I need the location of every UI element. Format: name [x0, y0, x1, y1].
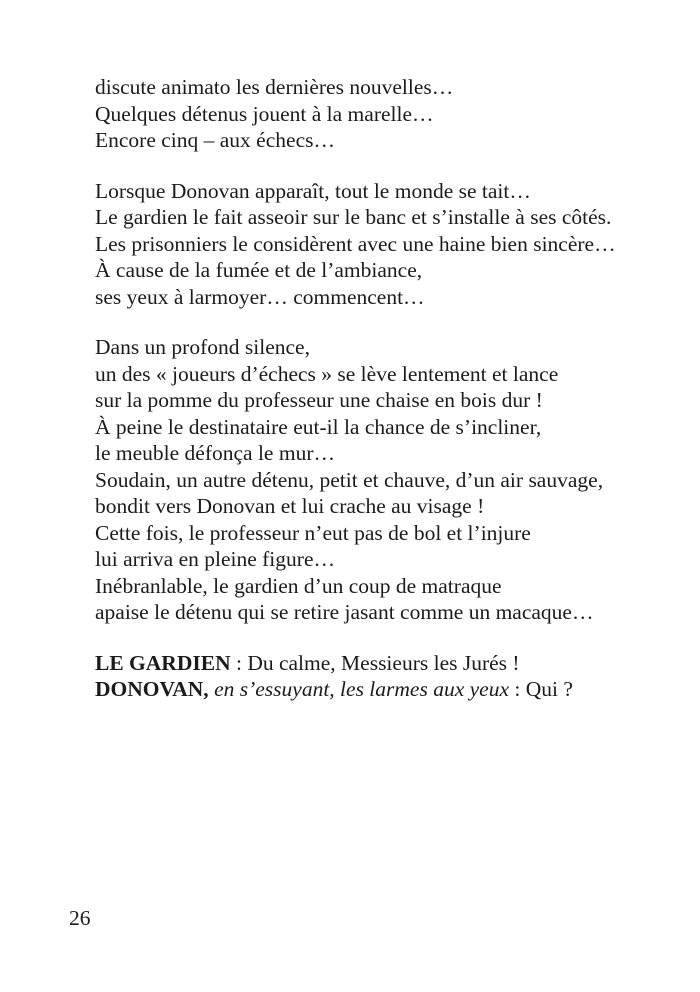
- text-line: Les prisonniers le considèrent avec une haine bien sincère…: [95, 231, 616, 256]
- text-line: Soudain, un autre détenu, petit et chauve, d’un air sauvage,: [95, 467, 604, 492]
- text-line: Lorsque Donovan apparaît, tout le monde se tait…: [95, 178, 531, 203]
- text-line: sur la pomme du professeur une chaise en bois dur !: [95, 388, 543, 412]
- dialogue-text: : Du calme, Messieurs les Jurés !: [230, 650, 520, 675]
- text-line: À cause de la fumée et de l’ambiance,: [95, 258, 423, 282]
- stanza-3: [95, 334, 665, 626]
- text-line: Cette fois, le professeur n’eut pas de bol et l’injure: [95, 520, 531, 545]
- speaker-name: LE GARDIEN: [95, 650, 231, 675]
- page-text-content: [95, 74, 665, 727]
- stanza-1: [95, 74, 665, 154]
- text-line: lui arriva en pleine figure…: [95, 547, 335, 571]
- text-line: le meuble défonça le mur…: [95, 441, 335, 465]
- text-line: Dans un profond silence,: [95, 335, 310, 359]
- stanza-2: [95, 178, 665, 311]
- text-line: À peine le destinataire eut-il la chance de s’incliner,: [95, 414, 542, 439]
- text-line: apaise le détenu qui se retire jasant comme un macaque…: [95, 600, 594, 624]
- text-line: Inébranlable, le gardien d’un coup de matraque: [95, 573, 502, 598]
- dialogue-line: [95, 676, 665, 703]
- text-line: Encore cinq – aux échecs…: [95, 128, 335, 152]
- text-line: Quelques détenus jouent à la marelle…: [95, 101, 434, 126]
- dialogue-block: [95, 650, 665, 703]
- text-line: discute animato les dernières nouvelles…: [95, 75, 454, 99]
- text-line: un des « joueurs d’échecs » se lève lentement et lance: [95, 361, 559, 386]
- stage-direction: en s’essuyant, les larmes aux yeux: [208, 677, 510, 701]
- text-line: ses yeux à larmoyer… commencent…: [95, 284, 425, 309]
- dialogue-text: : Qui ?: [509, 677, 573, 701]
- speaker-name: DONOVAN,: [95, 677, 209, 701]
- text-line: Le gardien le fait asseoir sur le banc et s’installe à ses côtés.: [95, 205, 612, 229]
- page-number: 26: [69, 906, 91, 930]
- dialogue-line: [95, 650, 665, 677]
- text-line: bondit vers Donovan et lui crache au visage !: [95, 494, 485, 518]
